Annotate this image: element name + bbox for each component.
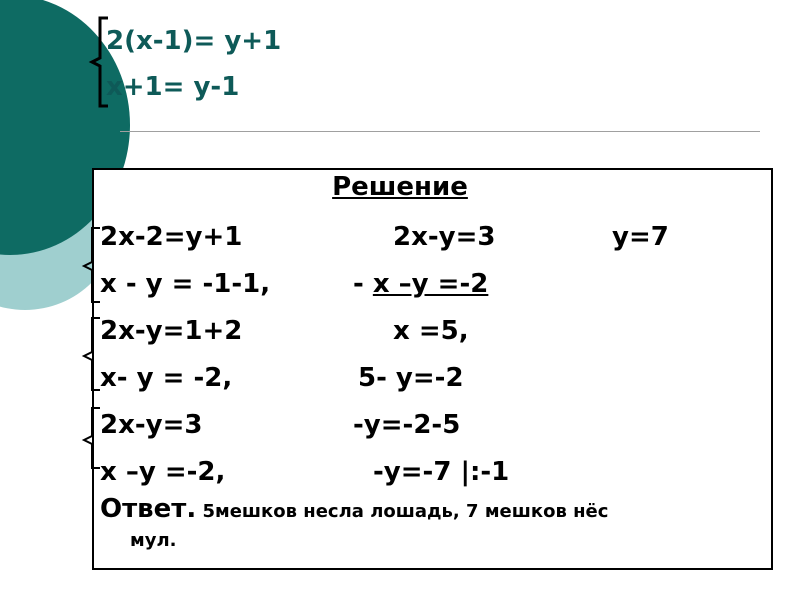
equation-1: 2(x-1)= y+1: [106, 26, 282, 56]
step-row-3-col-1: 2x-y=1+2: [100, 316, 243, 346]
answer-text-continued: мул.: [130, 530, 177, 551]
step-row-6-col-1: x –y =-2,: [100, 457, 226, 487]
step-row-5-col-1: 2x-y=3: [100, 410, 203, 440]
underlined-result: x –y =-2: [372, 269, 489, 299]
minus-sign: -: [353, 269, 373, 299]
divider-line: [120, 131, 760, 132]
solution-title: Решение: [332, 172, 468, 202]
step-row-1-col-1: 2x-2=y+1: [100, 222, 243, 252]
step-row-3-col-2: x =5,: [393, 316, 469, 346]
step-row-2-col-2: [353, 269, 488, 299]
step-row-2-col-1: x - y = -1-1,: [100, 269, 271, 299]
answer-text: 5мешков несла лошадь, 7 мешков нёс: [196, 501, 609, 522]
step-row-1-col-2: 2x-y=3: [393, 222, 496, 252]
solution-braces-icon: [80, 222, 102, 472]
step-row-5-col-2: -y=-2-5: [353, 410, 461, 440]
equation-system: [88, 14, 348, 110]
answer-label: Ответ.: [100, 494, 197, 524]
step-row-4-col-1: x- y = -2,: [100, 363, 233, 393]
step-row-4-col-2: 5- y=-2: [358, 363, 464, 393]
equation-2: x+1= y-1: [106, 72, 240, 102]
step-row-6-col-2: -y=-7 |:-1: [373, 457, 510, 487]
step-row-1-col-3: y=7: [612, 222, 669, 252]
answer-line: [100, 494, 608, 527]
